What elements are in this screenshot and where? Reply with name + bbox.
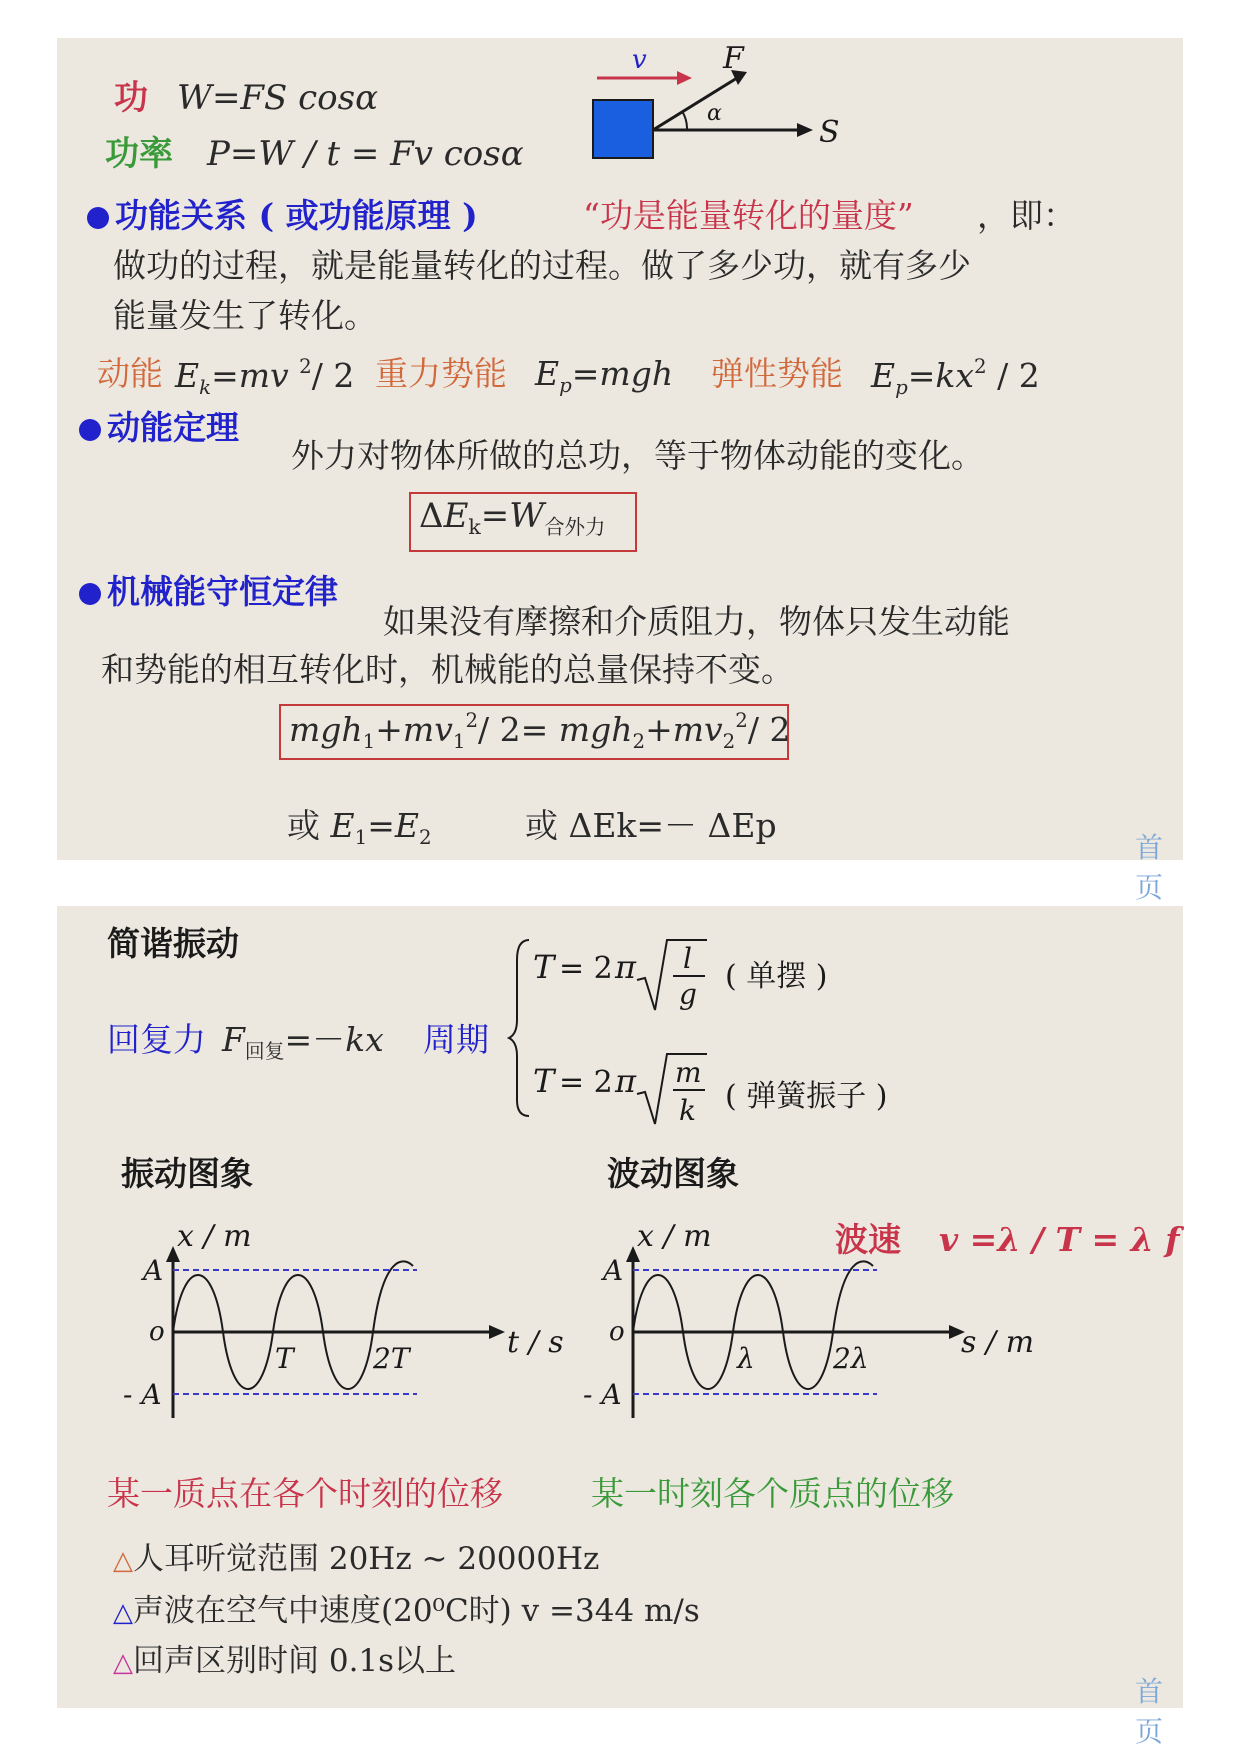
svg-text:T: T <box>533 1062 555 1100</box>
force-label: F <box>723 41 744 76</box>
svg-text:l: l <box>683 942 692 975</box>
gpe-formula: $E_p=mgh$ <box>535 354 674 397</box>
block <box>593 100 653 158</box>
shm-title: 简谐振动 <box>107 924 239 963</box>
section3-text2: 和势能的相互转化时，机械能的总量保持不变。 <box>101 650 794 689</box>
triangle-icon: △ <box>113 1598 133 1628</box>
section2-text: 外力对物体所做的总功，等于物体动能的变化。 <box>291 436 984 475</box>
svg-text:o: o <box>609 1317 625 1347</box>
work-label: 功 <box>114 78 148 118</box>
wave-graph <box>557 1206 1035 1426</box>
triangle-icon: △ <box>113 1648 133 1678</box>
alt-formula-2: 或 ΔEk=－ ΔEp <box>525 806 777 845</box>
force-diagram <box>587 38 897 188</box>
svg-text:g: g <box>679 978 697 1011</box>
epe-label: 弹性势能 <box>711 354 843 393</box>
wave-speed-label: 波速 <box>835 1220 901 1259</box>
wave-speed-formula: v =λ / T = λ f <box>939 1220 1180 1259</box>
section1-tail: ，即： <box>977 196 1076 235</box>
wave-graph-title: 波动图象 <box>607 1154 739 1193</box>
power-formula: P=W / t = Fv cosα <box>207 134 524 174</box>
bullet-icon <box>79 583 101 605</box>
section1-title: 功能关系 ( 或功能原理 ) <box>115 196 478 235</box>
section2-title: 动能定理 <box>107 408 239 447</box>
force-arrow <box>653 78 737 130</box>
slide-oscillation-waves <box>57 906 1183 1748</box>
svg-text:- A: - A <box>583 1378 622 1411</box>
slide-work-energy <box>57 38 1183 904</box>
svg-text:T: T <box>533 948 555 986</box>
svg-text:λ: λ <box>737 1342 755 1375</box>
section1-line3: 能量发生了转化。 <box>113 296 377 335</box>
period-label: 周期 <box>423 1020 489 1059</box>
note-echo-time: △回声区别时间 0.1s以上 <box>113 1643 457 1679</box>
svg-text:t / s: t / s <box>507 1325 564 1360</box>
restoring-label: 回复力 <box>107 1020 206 1059</box>
alt-formula-1: 或 $E_1=E_2$ <box>287 806 432 849</box>
section-energy-relation <box>87 198 478 234</box>
note-hearing-range: △人耳听觉范围 20Hz ~ 20000Hz <box>113 1541 600 1577</box>
home-link[interactable]: 首页 <box>1135 831 1164 904</box>
work-formula: W=FS cosα <box>177 78 379 118</box>
vibration-graph-title: 振动图象 <box>121 1154 253 1193</box>
velocity-label: v <box>632 45 647 75</box>
triangle-icon: △ <box>113 1546 133 1576</box>
displacement-label: S <box>819 115 840 150</box>
section-conservation <box>79 574 338 610</box>
home-link[interactable]: 首页 <box>1135 1675 1164 1748</box>
kinetic-theorem-formula: $\Delta E_k=W_{合外力}$ <box>419 496 606 540</box>
svg-text:π: π <box>615 1062 637 1100</box>
wave-y-label: x / m <box>637 1219 712 1254</box>
note-sound-speed: △声波在空气中速度(20⁰C时) v =344 m/s <box>113 1593 700 1629</box>
section-kinetic-theorem <box>79 410 239 446</box>
svg-text:o: o <box>149 1317 165 1347</box>
epe-formula: $E_p=kx^2 / 2$ <box>871 355 1040 399</box>
restoring-formula: $F_{回复}=-kx$ <box>222 1020 384 1063</box>
conservation-formula: $mgh_1+mv_1^2/$ $2= mgh_2+mv_2^2/$ 2 <box>289 709 791 753</box>
brace-icon <box>509 940 529 1116</box>
svg-text:= 2: = 2 <box>559 1065 613 1100</box>
vib-y-label: x / m <box>177 1219 252 1254</box>
svg-text:s / m: s / m <box>961 1325 1035 1360</box>
svg-text:A: A <box>143 1254 164 1287</box>
svg-text:k: k <box>679 1094 696 1127</box>
wave-caption: 某一时刻各个质点的位移 <box>591 1474 954 1513</box>
spring-label: ( 弹簧振子 ) <box>725 1079 888 1114</box>
gpe-label: 重力势能 <box>375 354 507 393</box>
section1-line2: 做功的过程，就是能量转化的过程。做了多少功，就有多少 <box>113 246 971 285</box>
svg-text:2λ: 2λ <box>833 1342 869 1375</box>
bullet-icon <box>79 419 101 441</box>
svg-text:m: m <box>675 1056 702 1089</box>
bullet-icon <box>87 207 109 229</box>
ke-label: 动能 <box>97 354 163 393</box>
vibration-caption: 某一质点在各个时刻的位移 <box>107 1474 503 1513</box>
period-formulas <box>507 920 927 1130</box>
svg-text:= 2: = 2 <box>559 951 613 986</box>
ke-formula: $E_k=mv$ $^2$/ 2 <box>175 355 355 399</box>
svg-text:2T: 2T <box>373 1342 410 1375</box>
section3-text1: 如果没有摩擦和介质阻力，物体只发生动能 <box>383 602 1010 641</box>
svg-text:T: T <box>275 1342 294 1375</box>
section3-title: 机械能守恒定律 <box>107 572 338 611</box>
section1-quote: “功是能量转化的量度” <box>583 196 914 235</box>
pendulum-label: ( 单摆 ) <box>725 959 828 994</box>
vibration-graph <box>97 1206 577 1426</box>
angle-arc <box>682 111 687 130</box>
svg-text:- A: - A <box>123 1378 162 1411</box>
angle-label: α <box>707 101 722 126</box>
svg-text:π: π <box>615 948 637 986</box>
power-label: 功率 <box>105 134 173 174</box>
svg-text:A: A <box>603 1254 624 1287</box>
